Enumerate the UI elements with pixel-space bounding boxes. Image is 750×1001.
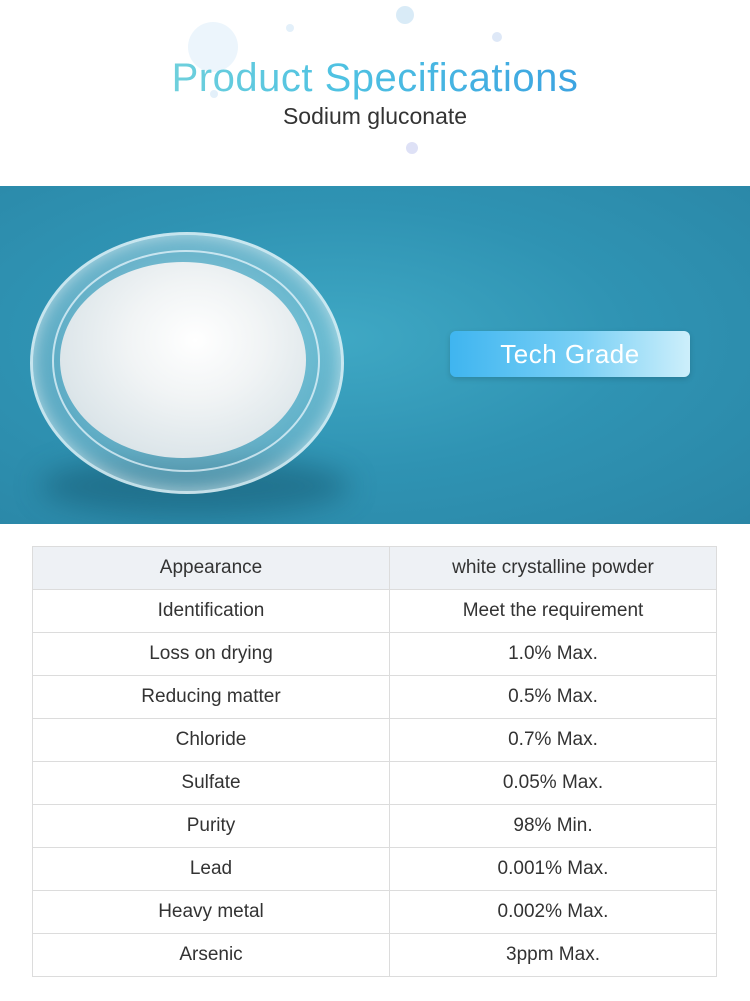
spec-value: Meet the requirement [390,590,717,633]
decorative-bubble [492,32,502,42]
table-row [33,719,717,762]
specifications-table [32,546,717,977]
table-row [33,590,717,633]
header [0,0,750,186]
table-row [33,848,717,891]
page-title: Product Specifications [0,52,750,104]
spec-value: 0.7% Max. [390,719,717,762]
table-row [33,934,717,977]
spec-value: white crystalline powder [390,547,717,590]
spec-name: Sulfate [33,762,390,805]
spec-value: 3ppm Max. [390,934,717,977]
spec-value: 0.5% Max. [390,676,717,719]
decorative-bubble [396,6,414,24]
spec-name: Chloride [33,719,390,762]
powder-image [60,262,306,458]
grade-badge: Tech Grade [450,331,690,377]
table-row [33,633,717,676]
spec-name: Reducing matter [33,676,390,719]
table-row [33,676,717,719]
table-row [33,762,717,805]
decorative-bubble [286,24,294,32]
spec-value: 0.05% Max. [390,762,717,805]
spec-value: 1.0% Max. [390,633,717,676]
table-row [33,805,717,848]
spec-name: Purity [33,805,390,848]
spec-name: Heavy metal [33,891,390,934]
spec-name: Lead [33,848,390,891]
spec-name: Identification [33,590,390,633]
decorative-bubble [406,142,418,154]
spec-value: 0.001% Max. [390,848,717,891]
spec-name: Arsenic [33,934,390,977]
product-banner [0,186,750,524]
spec-name: Appearance [33,547,390,590]
spec-name: Loss on drying [33,633,390,676]
spec-value: 98% Min. [390,805,717,848]
table-row [33,891,717,934]
table-row [33,547,717,590]
product-name: Sodium gluconate [282,103,468,129]
spec-value: 0.002% Max. [390,891,717,934]
